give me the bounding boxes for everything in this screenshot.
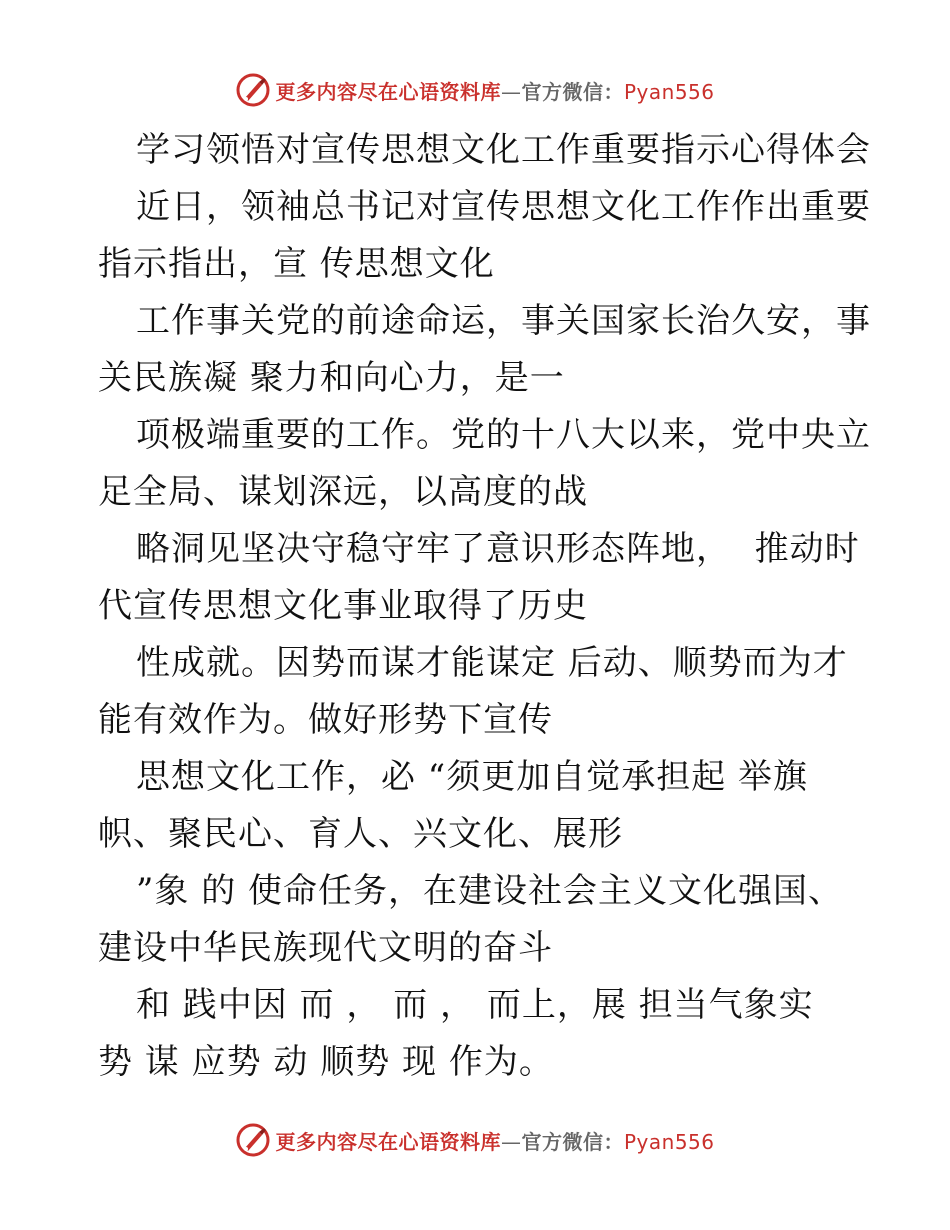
paragraph-line: 关民族凝 聚力和向心力，是一: [98, 358, 565, 398]
paragraph-line: 代宣传思想文化事业取得了历史: [98, 586, 588, 626]
watermark-official-label: 官方微信：: [521, 1129, 624, 1154]
paragraph-line: 指示指出，宣 传思想文化: [98, 244, 495, 284]
paragraph-line: 略洞见坚决守稳守牢了意识形态阵地， 推动时: [136, 529, 860, 569]
paragraph-line: ”象 的 使命任务，在建设社会主义文化强国、: [136, 871, 843, 911]
pen-logo-icon: [235, 72, 271, 108]
paragraph-line: 帜、聚民心、育人、兴文化、展形: [98, 814, 623, 854]
paragraph-line: 建设中华民族现代文明的奋斗: [98, 928, 553, 968]
pen-logo-icon: [235, 1122, 271, 1158]
watermark-banner-top: [0, 70, 950, 110]
watermark-dash: —: [500, 1129, 522, 1154]
watermark-wechat-id: Pyan556: [623, 1129, 715, 1154]
watermark-brand: 更多内容尽在心语资料库: [275, 1129, 501, 1154]
document-body: [98, 122, 871, 1091]
document-title: 学习领悟对宣传思想文化工作重要指示心得体会: [136, 130, 871, 170]
watermark-wechat-id: Pyan556: [623, 79, 715, 104]
paragraph-line: 足全局、谋划深远，以高度的战: [98, 472, 588, 512]
paragraph-line: 势 谋 应势 动 顺势 现 作为。: [98, 1042, 554, 1082]
paragraph-line: 工作事关党的前途命运，事关国家长治久安，事: [136, 301, 871, 341]
watermark-official-label: 官方微信：: [521, 79, 624, 104]
paragraph-line: 项极端重要的工作。党的十八大以来，党中央立: [136, 415, 871, 455]
watermark-dash: —: [500, 79, 522, 104]
paragraph-line: 思想文化工作，必 “须更加自觉承担起 举旗: [136, 757, 808, 797]
watermark-banner-bottom: [0, 1120, 950, 1160]
watermark-brand: 更多内容尽在心语资料库: [275, 79, 501, 104]
paragraph-line: 近日，领袖总书记对宣传思想文化工作作出重要: [136, 187, 871, 227]
paragraph-line: 性成就。因势而谋才能谋定 后动、顺势而为才: [136, 643, 848, 683]
paragraph-line: 和 践中因 而 ， 而 ， 而上，展 担当气象实: [136, 985, 814, 1025]
paragraph-line: 能有效作为。做好形势下宣传: [98, 700, 553, 740]
